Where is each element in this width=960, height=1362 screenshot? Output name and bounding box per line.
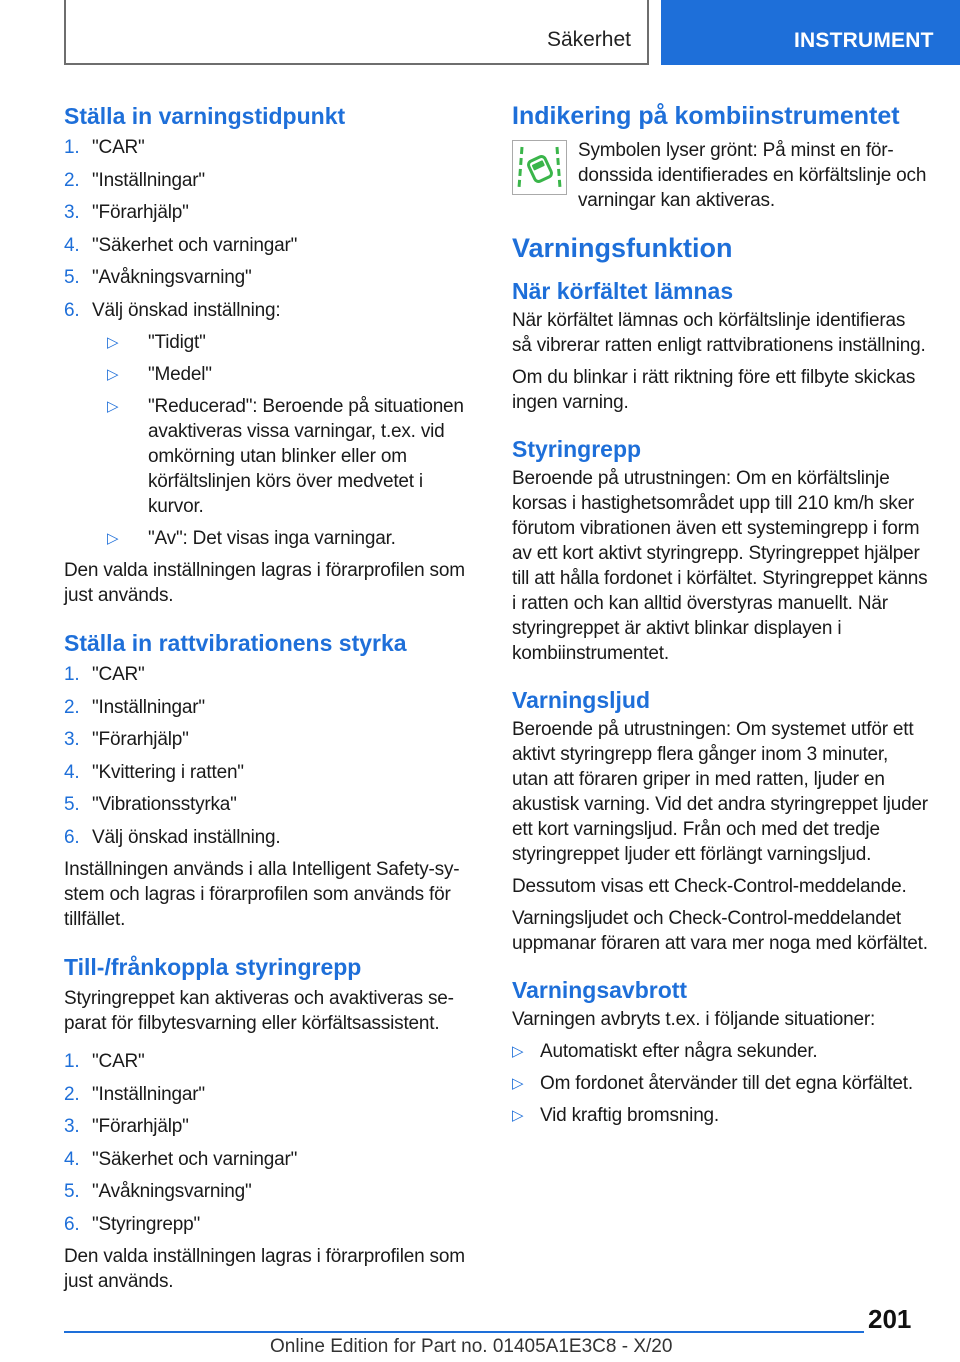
symbol-row <box>512 138 928 220</box>
heading-vibration-strength: Ställa in rattvibrationens styrka <box>64 630 407 656</box>
step-text: "Förarhjälp" <box>92 729 189 750</box>
steps-warning-time <box>64 135 476 551</box>
paragraph: Varningsljudet och Check-Control-meddelandet uppmanar föraren att vara mer noga med körfältet. <box>512 908 928 954</box>
step-number: 1. <box>64 1051 80 1072</box>
step-item <box>64 727 476 752</box>
step-number: 6. <box>64 299 80 321</box>
heading-warning-cancel: Varningsavbrott <box>512 977 688 1003</box>
option-text: "Av": Det visas inga varningar. <box>148 527 396 549</box>
step-number: 3. <box>64 1116 80 1137</box>
list-item <box>512 1071 928 1096</box>
step-text: "Inställningar" <box>92 169 205 191</box>
option-text: "Medel" <box>148 363 212 385</box>
footer-divider <box>64 1331 864 1333</box>
page-number: 201 <box>868 1304 912 1334</box>
symbol-description: Symbolen lyser grönt: På minst en fördonssida identifierades en körfältslinje och varningar kan aktiveras. <box>578 140 927 211</box>
triangle-bullet-icon: ▷ <box>512 1107 524 1124</box>
step-number: 6. <box>64 1213 80 1235</box>
triangle-bullet-icon: ▷ <box>107 365 119 383</box>
triangle-bullet-icon: ▷ <box>512 1043 524 1060</box>
list-item-text: Automatiskt efter några sekunder. <box>540 1041 818 1062</box>
step-text: "Förarhjälp" <box>92 1116 189 1137</box>
step-item <box>64 1114 476 1139</box>
step-text: "Säkerhet och varningar" <box>92 234 298 256</box>
left-column <box>64 100 476 1301</box>
step-number: 3. <box>64 729 80 750</box>
steps-vibration-strength <box>64 662 476 850</box>
intro-text: Styringreppet kan aktiveras och avaktiveras separat för filbytesvarning eller körfältsassistent. <box>64 988 454 1034</box>
step-item <box>64 298 476 551</box>
option-text: "Reducerad": Beroende på situationen avaktiveras vissa varningar, t.ex. vid omkörning utan blinker eller om körfältslinjen körs över medvetet i kurvor. <box>148 395 464 517</box>
step-text: Välj önskad inställning. <box>92 826 281 848</box>
step-text: "Styringrepp" <box>92 1213 201 1235</box>
step-item <box>64 760 476 785</box>
step-item <box>64 168 476 193</box>
chapter-tab[interactable]: INSTRUMENT <box>661 0 960 65</box>
lane-departure-icon <box>512 140 567 195</box>
step-text: "CAR" <box>92 137 145 158</box>
step-item <box>64 1212 476 1237</box>
cancel-list <box>512 1039 928 1128</box>
step-text: "Inställningar" <box>92 696 205 718</box>
triangle-bullet-icon: ▷ <box>107 333 119 351</box>
step-text: "Vibrationsstyrka" <box>92 794 237 815</box>
note-text: Inställningen används i alla Intelligent Safety-system och lagras i förarprofilen som används för tillfället. <box>64 859 460 930</box>
option-list <box>92 330 476 551</box>
option-item <box>92 526 476 551</box>
step-item <box>64 792 476 817</box>
option-item <box>92 394 476 519</box>
step-number: 5. <box>64 794 80 815</box>
step-number: 4. <box>64 234 80 256</box>
triangle-bullet-icon: ▷ <box>107 397 119 415</box>
step-number: 5. <box>64 1181 80 1202</box>
heading-steering-intervention: Styringrepp <box>512 436 642 462</box>
step-text: "Avåkningsvarning" <box>92 267 252 288</box>
heading-warning-function: Varningsfunktion <box>512 233 733 263</box>
heading-warning-sound: Varningsljud <box>512 687 651 713</box>
option-item <box>92 330 476 355</box>
list-item <box>512 1103 928 1128</box>
step-item <box>64 1049 476 1074</box>
step-number: 4. <box>64 761 80 783</box>
step-item <box>64 695 476 720</box>
heading-leaving-lane: När körfältet lämnas <box>512 278 734 304</box>
triangle-bullet-icon: ▷ <box>512 1075 524 1092</box>
steps-toggle-steering <box>64 1049 476 1237</box>
note-text: Den valda inställningen lagras i förarprofilen som just används. <box>64 1246 465 1292</box>
header-section-box <box>64 0 649 65</box>
paragraph: Beroende på utrustningen: Om systemet utför ett aktivt styringrepp flera gånger inom 3 minuter, utan att föraren griper in med ratten, ljuder en akustisk varning. Vid det andra styringreppet ljuder ett kort varningsljud. Från och med det tredje styringreppet ljuder ett förlängt varningsljud. <box>512 719 928 865</box>
step-text: "Kvittering i ratten" <box>92 761 244 783</box>
option-item <box>92 362 476 387</box>
step-item <box>64 1082 476 1107</box>
step-item <box>64 265 476 290</box>
heading-toggle-steering: Till-/frånkoppla styringrepp <box>64 954 362 980</box>
step-number: 1. <box>64 137 80 158</box>
edition-text: Online Edition for Part no. 01405A1E3C8 - X/20 <box>270 1336 673 1357</box>
step-number: 4. <box>64 1148 80 1170</box>
right-column <box>512 100 928 1135</box>
paragraph: Dessutom visas ett Check-Control-meddelande. <box>512 876 907 897</box>
step-number: 5. <box>64 267 80 288</box>
step-text: "Säkerhet och varningar" <box>92 1148 298 1170</box>
step-item <box>64 825 476 850</box>
step-text: "CAR" <box>92 664 145 685</box>
paragraph: Om du blinkar i rätt riktning före ett filbyte skickas ingen varning. <box>512 367 916 413</box>
triangle-bullet-icon: ▷ <box>107 529 119 547</box>
step-item <box>64 200 476 225</box>
step-item <box>64 233 476 258</box>
step-item <box>64 1147 476 1172</box>
step-number: 1. <box>64 664 80 685</box>
step-text: "Inställningar" <box>92 1083 205 1105</box>
heading-warning-time: Ställa in varningstidpunkt <box>64 103 346 129</box>
step-text: "Avåkningsvarning" <box>92 1181 252 1202</box>
step-text: Välj önskad inställning: <box>92 299 281 321</box>
heading-instrument-indication: Indikering på kombiinstrumentet <box>512 102 900 130</box>
list-item-text: Om fordonet återvänder till det egna körfältet. <box>540 1073 913 1094</box>
note-text: Den valda inställningen lagras i förarprofilen som just används. <box>64 560 465 606</box>
step-number: 2. <box>64 1083 80 1105</box>
paragraph: Beroende på utrustningen: Om en körfältslinje korsas i hastighetsområdet upp till 210 km/h sker förutom vibrationen även ett systemingrepp i form av ett kort aktivt styringrepp. Styringreppet hjälper till att hålla fordonet i körfältet. Styringreppet känns i ratten och kan alltid överstyras manuellt. När styringreppet är aktivt blinkar displayen i kombiinstrumentet. <box>512 468 928 664</box>
step-item <box>64 662 476 687</box>
list-item <box>512 1039 928 1064</box>
paragraph: När körfältet lämnas och körfältslinje identifieras så vibrerar ratten enligt rattvibrationens inställning. <box>512 310 926 356</box>
step-item <box>64 1179 476 1204</box>
step-number: 2. <box>64 169 80 191</box>
intro-text: Varningen avbryts t.ex. i följande situationer: <box>512 1009 876 1030</box>
step-number: 3. <box>64 202 80 223</box>
step-text: "Förarhjälp" <box>92 202 189 223</box>
list-item-text: Vid kraftig bromsning. <box>540 1105 720 1126</box>
step-item <box>64 135 476 160</box>
section-title: Säkerhet <box>546 28 631 51</box>
option-text: "Tidigt" <box>148 331 206 353</box>
step-number: 6. <box>64 826 80 848</box>
step-text: "CAR" <box>92 1051 145 1072</box>
step-number: 2. <box>64 696 80 718</box>
